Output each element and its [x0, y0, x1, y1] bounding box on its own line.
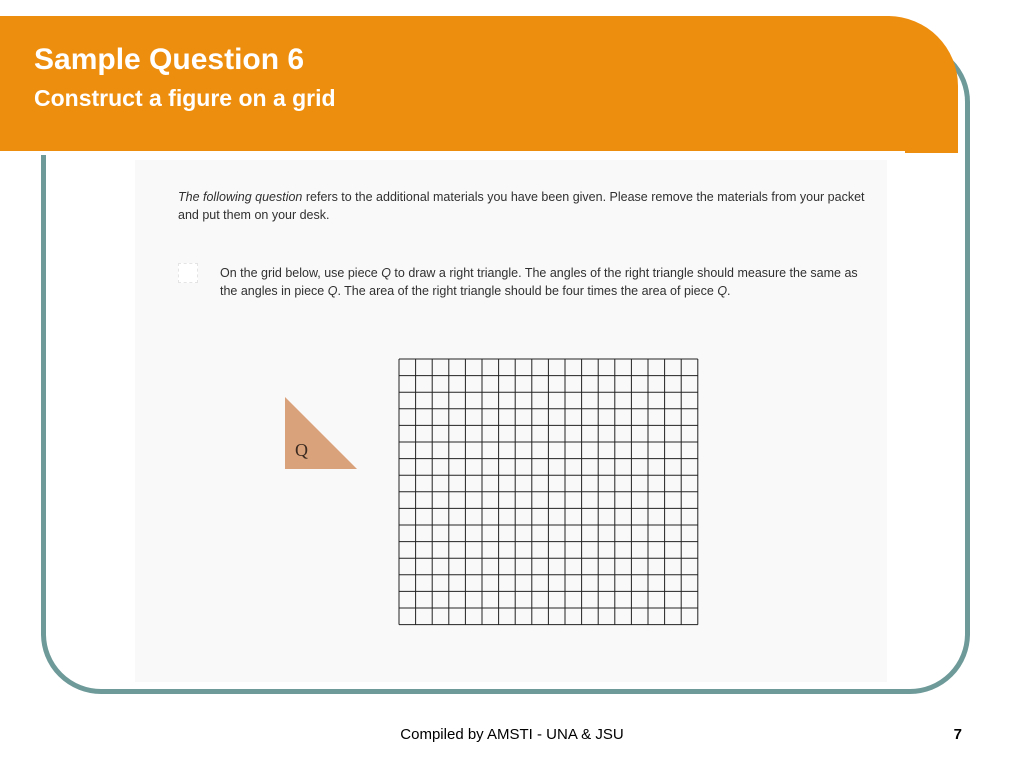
header-divider [0, 151, 905, 155]
footer-credit: Compiled by AMSTI - UNA & JSU [400, 726, 624, 743]
page-number: 7 [953, 726, 962, 743]
prompt-q-1: Q [381, 266, 391, 280]
instructions-rest: refers to the additional materials you have been given. Please remove the materials from your packet and put them on your desk. [178, 190, 865, 222]
prompt-part-3: . The area of the right triangle should be four times the area of piece [337, 284, 718, 298]
instructions-text [178, 188, 888, 224]
prompt-q-2: Q [327, 284, 338, 298]
question-prompt [220, 264, 870, 300]
question-image [135, 160, 887, 682]
slide-title: Sample Question 6 [34, 43, 305, 76]
prompt-q-3: Q [717, 284, 728, 298]
prompt-part-4: . [727, 284, 731, 298]
prompt-part-2: to draw a right triangle. The angles of the right triangle should measure the same as the angles in piece [220, 266, 858, 298]
answer-grid[interactable] [398, 358, 700, 630]
prompt-part-1: On the grid below, use piece [220, 266, 382, 280]
instructions-italic: The following question [178, 190, 303, 204]
piece-q-label: Q [295, 440, 308, 460]
piece-q-triangle [283, 395, 361, 473]
slide-subtitle: Construct a figure on a grid [34, 85, 336, 111]
answer-mark-box [178, 263, 198, 283]
